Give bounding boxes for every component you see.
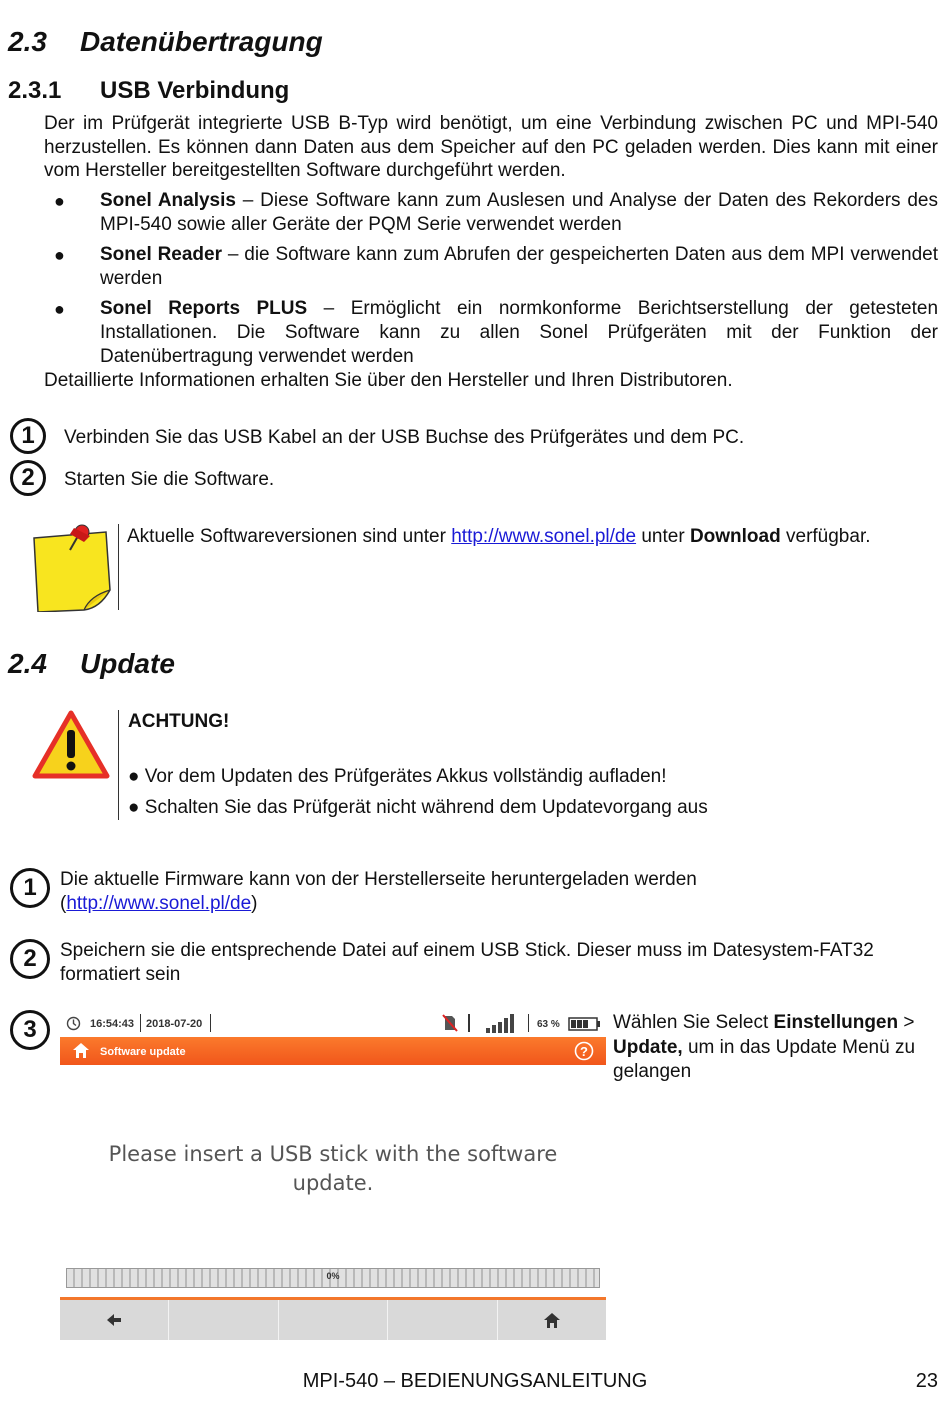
- home-icon: [543, 1312, 561, 1329]
- list-item: [46, 243, 938, 291]
- step-close: ): [251, 893, 258, 914]
- warning-item-text: Schalten Sie das Prüfgerät nicht während dem Updatevorgang aus: [144, 797, 708, 818]
- bullet-text: – Ermöglicht ein normkonforme Berichtserstellung der getesteten Installationen. Die Software kann zu allen Sonel Prüfgeräten mit der Funktion der Datenübertragung verwendet werden: [100, 298, 939, 367]
- device-screen-title: Software update: [100, 1046, 186, 1058]
- bullet-text: – Diese Software kann zum Auslesen und Analyse der Daten des Rekorders des MPI-540 sowie aller Geräte der PQM Serie verwendet werden: [100, 190, 938, 235]
- warning-item-text: Vor dem Updaten des Prüfgerätes Akkus vollständig aufladen!: [144, 766, 667, 787]
- section-title: USB Verbindung: [100, 77, 290, 104]
- device-date: 2018-07-20: [146, 1018, 203, 1030]
- help-icon[interactable]: [574, 1041, 594, 1061]
- device-message: Please insert a USB stick with the software update.: [108, 1142, 558, 1195]
- step-text: [60, 868, 920, 916]
- bullet-dot: ●: [54, 299, 65, 319]
- section-title: Datenübertragung: [80, 26, 323, 57]
- note-post: verfügbar.: [780, 526, 871, 547]
- bullet-bold: Sonel Reports PLUS: [100, 298, 308, 319]
- step-number: 1: [10, 868, 50, 908]
- step-bold: Einstellungen: [773, 1012, 899, 1033]
- step-bold: Update,: [613, 1036, 683, 1058]
- footer-title: MPI-540 – BEDIENUNGSANLEITUNG: [302, 1370, 648, 1392]
- home-button[interactable]: [498, 1300, 606, 1340]
- pushpin-icon: [30, 520, 112, 612]
- bullet-bold: Sonel Reader: [100, 244, 222, 265]
- empty-soft-button[interactable]: [388, 1300, 497, 1340]
- clock-icon: [66, 1016, 81, 1031]
- warning-item: [128, 766, 667, 788]
- no-sim-icon: [442, 1014, 458, 1032]
- signal-icon: [486, 1012, 520, 1034]
- section-number: 2.3.1: [8, 77, 62, 104]
- section-number: 2.4: [8, 648, 47, 679]
- detail-paragraph: Detaillierte Informationen erhalten Sie über den Hersteller und Ihren Distributoren.: [44, 370, 733, 391]
- firmware-link[interactable]: http://www.sonel.pl/de: [66, 893, 252, 914]
- battery-icon: [568, 1017, 602, 1031]
- section-title: Update: [80, 648, 175, 679]
- bullet-text: – die Software kann zum Abrufen der gespeicherten Daten aus dem MPI verwendet werden: [100, 244, 938, 289]
- status-divider: [468, 1014, 470, 1032]
- step-number: 2: [10, 460, 46, 496]
- back-arrow-icon: [106, 1313, 122, 1327]
- step-number: 2: [10, 939, 50, 979]
- step-pre: Wählen Sie Select: [613, 1012, 774, 1033]
- bullet-dot: ●: [128, 797, 145, 818]
- progress-label: 0%: [326, 1271, 340, 1281]
- battery-percent: 63 %: [537, 1019, 560, 1030]
- bullet-dot: ●: [128, 766, 145, 787]
- bullet-dot: ●: [54, 245, 65, 265]
- step-mid: >: [898, 1012, 915, 1033]
- status-divider: [140, 1014, 141, 1032]
- home-icon[interactable]: [72, 1042, 90, 1059]
- note-text: [127, 525, 917, 549]
- status-divider: [210, 1014, 211, 1032]
- back-button[interactable]: [60, 1300, 169, 1340]
- note-bold: Download: [689, 526, 781, 547]
- step-text: Speichern sie die entsprechende Datei auf einem USB Stick. Dieser muss im Datesystem-FAT32 formatiert sein: [60, 940, 874, 985]
- empty-soft-button[interactable]: [169, 1300, 278, 1340]
- step-post: um in das Update Menü zu gelangen: [613, 1036, 916, 1082]
- list-item: [46, 189, 938, 237]
- step-text: [613, 1011, 931, 1085]
- website-link[interactable]: http://www.sonel.pl/de: [451, 526, 637, 547]
- note-divider: [118, 524, 119, 610]
- step-line: Die aktuelle Firmware kann von der Herstellerseite heruntergeladen werden: [60, 869, 697, 890]
- step-number: 3: [10, 1010, 50, 1050]
- bullet-bold: Sonel Analysis: [100, 190, 236, 211]
- step-text: Starten Sie die Software.: [64, 469, 275, 490]
- device-status-bar: [60, 1010, 606, 1038]
- progress-bar: [66, 1268, 600, 1288]
- status-divider: [528, 1014, 529, 1032]
- section-heading-2-3: [8, 26, 323, 58]
- device-time: 16:54:43: [90, 1018, 135, 1030]
- device-title-bar: [60, 1037, 606, 1065]
- step-text: Verbinden Sie das USB Kabel an der USB Buchse des Prüfgerätes und dem PC.: [64, 427, 745, 448]
- warning-icon: [32, 710, 110, 780]
- bullet-dot: ●: [54, 191, 65, 211]
- note-pre: Aktuelle Softwareversionen sind unter: [127, 526, 452, 547]
- section-heading-2-3-1: [8, 77, 289, 105]
- step-number: 1: [10, 418, 46, 454]
- warning-title: ACHTUNG!: [128, 711, 230, 732]
- list-item: [46, 297, 938, 369]
- empty-soft-button[interactable]: [279, 1300, 388, 1340]
- device-button-bar: [60, 1297, 606, 1340]
- step-open: (: [60, 893, 67, 914]
- section-number: 2.3: [8, 26, 47, 57]
- warning-item: [128, 797, 708, 819]
- svg-text:?: ?: [580, 1044, 588, 1059]
- intro-paragraph: Der im Prüfgerät integrierte USB B-Typ wird benötigt, um eine Verbindung zwischen PC und MPI-540 herzustellen. Es können dann Daten aus dem Speicher auf den PC geladen werden. Dies kann mit einer vom Hersteller bereitgestellten Software durchgeführt werden.: [44, 113, 938, 181]
- warning-divider: [118, 710, 119, 820]
- note-mid: unter: [636, 526, 690, 547]
- page-number: 23: [915, 1370, 938, 1392]
- section-heading-2-4: [8, 648, 175, 680]
